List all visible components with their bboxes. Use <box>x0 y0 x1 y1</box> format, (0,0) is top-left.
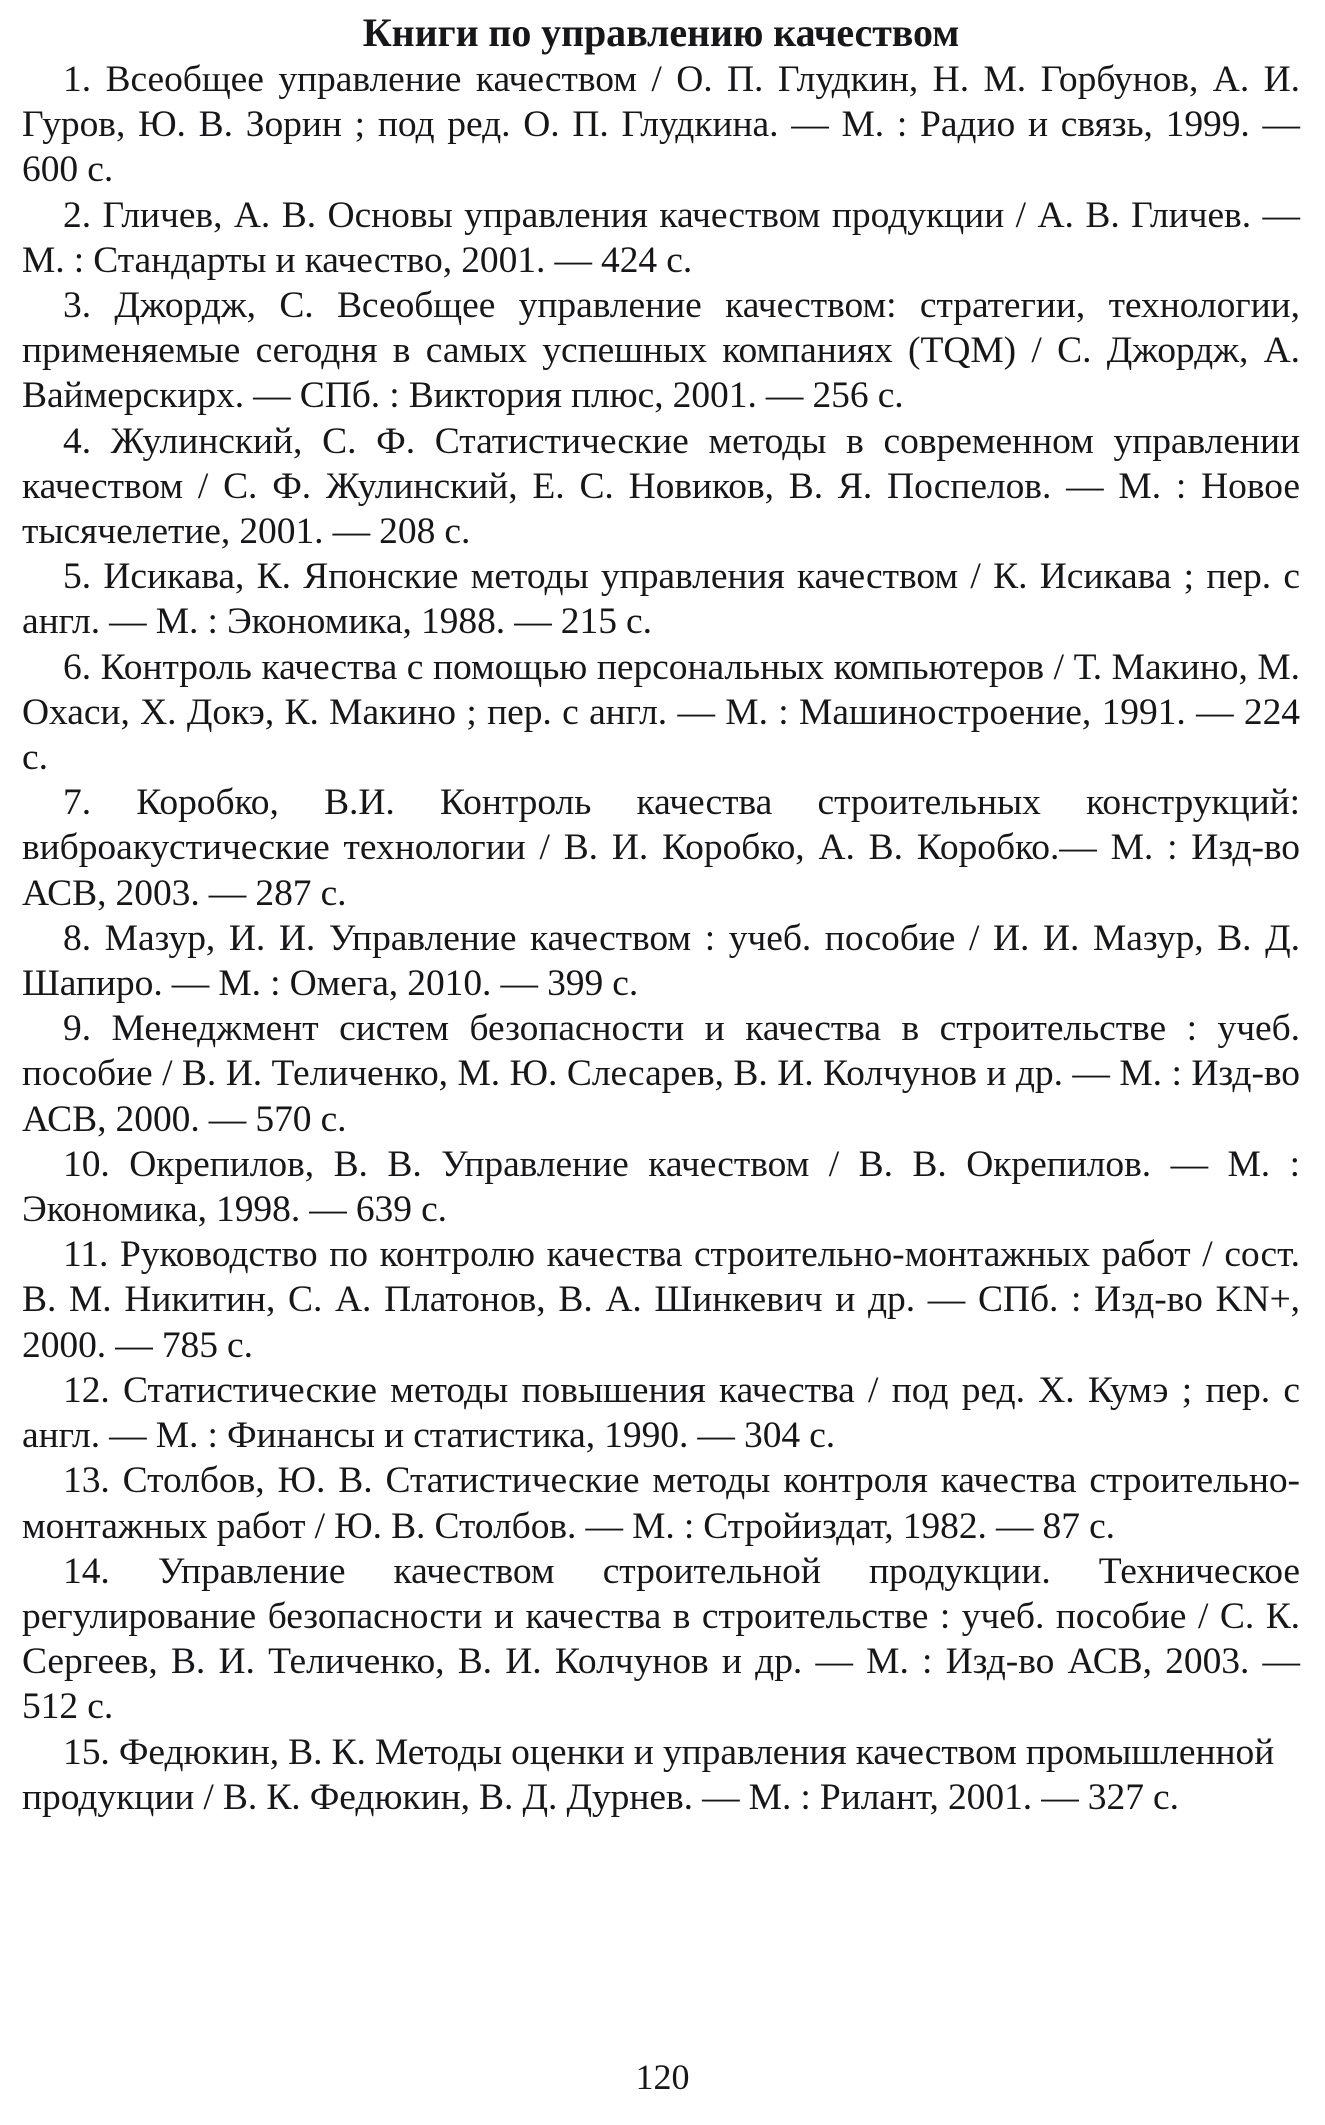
page-title: Книги по управлению качеством <box>362 10 960 55</box>
reference-entry-1: 1. Всеобщее управление качеством / О. П. Глудкин, Н. М. Горбунов, А. И. Гуров, Ю. В. Зорин ; под ред. О. П. Глудкина. — М. : Радио и связь, 1999. — 600 с. <box>22 59 1300 191</box>
reference-entry-7: 7. Коробко, В.И. Контроль качества строительных конструкций: виброакустические технологии / В. И. Коробко, А. В. Коробко.— М. : Изд-во АСВ, 2003. — 287 с. <box>22 782 1300 914</box>
reference-entry-4: 4. Жулинский, С. Ф. Статистические методы в современном управлении качеством / С. Ф. Жулинский, Е. С. Новиков, В. Я. Поспелов. — М. : Новое тысячелетие, 2001. — 208 с. <box>22 420 1300 553</box>
reference-entry-15: 15. Федюкин, В. К. Методы оценки и управления качеством промышленной продукции / В. К. Федюкин, В. Д. Дурнев. — М. : Рилант, 2001. — 327 с. <box>22 1731 1275 1818</box>
reference-entry-14: 14. Управление качеством строительной продукции. Техническое регулирование безопасности и качества в строительстве : учеб. пособие / С. К. Сергеев, В. И. Теличенко, В. И. Колчунов и др. — М. : Изд-во АСВ, 2003. — 512 с. <box>22 1550 1300 1728</box>
reference-entry-3: 3. Джордж, С. Всеобщее управление качеством: стратегии, технологии, применяемые сегодня в самых успешных компаниях (TQM) / С. Джордж, А. Ваймерскирх. — СПб. : Виктория плюс, 2001. — 256 с. <box>22 285 1300 417</box>
reference-entry-11: 11. Руководство по контролю качества строительно-монтажных работ / сост. В. М. Никитин, С. А. Платонов, В. А. Шинкевич и др. — СПб. : Изд-во KN+, 2000. — 785 с. <box>22 1234 1300 1366</box>
reference-entry-9: 9. Менеджмент систем безопасности и качества в строительстве : учеб. пособие / В. И. Теличенко, М. Ю. Слесарев, В. И. Колчунов и др. — М. : Изд-во АСВ, 2000. — 570 с. <box>22 1008 1300 1140</box>
reference-entry-8: 8. Мазур, И. И. Управление качеством : учеб. пособие / И. И. Мазур, В. Д. Шапиро. — М. : Омега, 2010. — 399 с. <box>22 917 1300 1005</box>
reference-entry-12: 12. Статистические методы повышения качества / под ред. Х. Кумэ ; пер. с англ. — М. : Финансы и статистика, 1990. — 304 с. <box>22 1369 1300 1457</box>
reference-entry-13: 13. Столбов, Ю. В. Статистические методы контроля качества строительно-монтажных работ / Ю. В. Столбов. — М. : Стройиздат, 1982. — 87 с. <box>22 1460 1300 1547</box>
reference-entry-10: 10. Окрепилов, В. В. Управление качеством / В. В. Окрепилов. — М. : Экономика, 1998. — 639 с. <box>22 1143 1300 1231</box>
page-number: 120 <box>635 2057 690 2097</box>
page-content <box>22 10 1300 1820</box>
reference-list <box>22 57 1300 1820</box>
reference-entry-2: 2. Гличев, А. В. Основы управления качеством продукции / А. В. Гличев. — М. : Стандарты и качество, 2001. — 424 с. <box>22 194 1300 281</box>
reference-entry-5: 5. Исикава, К. Японские методы управления качеством / К. Исикава ; пер. с англ. — М. : Экономика, 1988. — 215 с. <box>22 556 1300 643</box>
reference-entry-6: 6. Контроль качества с помощью персональных компьютеров / Т. Макино, М. Охаси, Х. Докэ, К. Макино ; пер. с англ. — М. : Машиностроение, 1991. — 224 с. <box>22 646 1300 779</box>
